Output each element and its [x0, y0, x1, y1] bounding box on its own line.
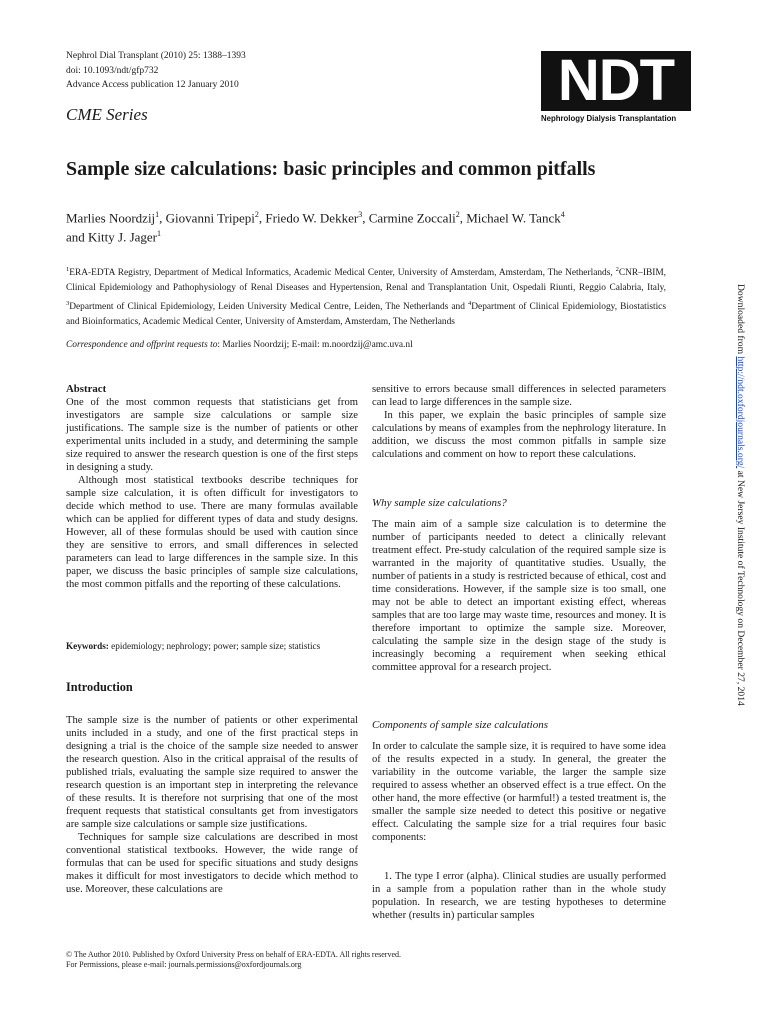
affiliations: $^1$ERA-EDTA Registry, Department of Medical Informatics, Academic Medical Center, University of Amsterdam, Amsterdam, The Netherlands, $^2$CNR–IBIM, Clinical Epidemiology and Pathophysiology of Renal Diseases and Hypertension, Renal and Transplantation Unit, Ospedali Riunti, Reggio Calabria, Italy, $^3$Department of Clinical Epidemiology, Leiden University Medical Centre, Leiden, The Netherlands and $^4$Department of Clinical Epidemiology, Biostatistics and Bioinformatics, Academic Medical Center, University of Amsterdam, Amsterdam, The Netherlands	[66, 266, 666, 328]
journal-header	[66, 49, 246, 93]
download-stamp	[735, 284, 753, 754]
logo-subtitle: Nephrology Dialysis Transplantation	[541, 114, 677, 123]
page-footer	[66, 950, 401, 970]
body-paragraph: In this paper, we explain the basic principles of sample size calculations by means of examples from the nephrology literature. In addition, we discuss the most common pitfalls in sample size calculations and comment on how to report these calculations.	[372, 410, 666, 460]
correspondence-text: : Marlies Noordzij; E-mail: m.noordzij@amc.uva.nl	[217, 340, 413, 350]
copyright-line: © The Author 2010. Published by Oxford University Press on behalf of ERA-EDTA. All rights reserved.	[66, 950, 402, 959]
author-affiliation-mark: 1	[157, 229, 161, 239]
introduction-heading-block	[66, 681, 358, 694]
components-heading-block	[372, 719, 666, 732]
abstract-paragraph: Although most statistical textbooks describe techniques for sample size calculation, it is often difficult for investigators to decide which method to use. There are many formulas available which can be applied for different types of data and study designs. However, all of these formulas should be used with caution since they are sensitive to errors, and small differences in selected parameters can lead to large differences in the sample size. In this paper, we discuss the basic principles of sample size calculations, the most common pitfalls and the reporting of these calculations.	[66, 475, 358, 590]
author-affiliation-mark: 2	[455, 210, 460, 219]
author-affiliation-mark: 2	[254, 210, 259, 219]
keywords	[66, 640, 358, 653]
abstract-paragraph: One of the most common requests that statisticians get from investigators are sample size calculations or sample size justifications. The sample size is the number of patients or other experimental units included in a study, and determining the sample size required to answer the research question is one of the first steps in designing a study.	[66, 397, 358, 473]
author-name: Marlies Noordzij	[66, 210, 156, 226]
citation-line: Nephrol Dial Transplant (2010) 25: 1388–1393	[66, 51, 246, 61]
why-section-heading-block	[372, 497, 666, 510]
author-name: Giovanni Tripepi	[165, 210, 255, 226]
journal-link[interactable]: http://ndt.oxfordjournals.org/	[735, 356, 746, 469]
section-heading-why: Why sample size calculations?	[372, 497, 507, 509]
affiliation-2: CNR–IBIM, Clinical Epidemiology and Pathophysiology of Renal Diseases and Hypertension, Renal and Transplantation Unit, Ospedali Riunti, Reggio Calabria, Italy,	[66, 268, 666, 294]
introduction-paragraph: The sample size is the number of patients or other experimental units included in a study, and one of the first practical steps in designing a trial is the choice of the sample size needed to answer the research question. Also in the critical appraisal of the results of published trials, evaluating the sample size required to answer the research question is an important step in interpreting the relevance of these results. It is therefore not surprising that one of the most frequent requests that statistical consultants get from investigators are sample size calculations or sample size justifications.	[66, 715, 358, 830]
correspondence	[66, 340, 413, 350]
author-list: Marlies Noordzij$^1$, Giovanni Tripepi$^2$, Friedo W. Dekker$^3$, Carmine Zoccali$^2$, Michael W. Tanck$^4$ and Kitty J. Jager$^1$	[66, 210, 565, 245]
abstract-section	[66, 383, 358, 591]
permissions-line: For Permissions, please e-mail: journals.permissions@oxfordjournals.org	[66, 960, 302, 969]
right-column-intro	[372, 383, 666, 461]
affiliation-4: Department of Clinical Epidemiology, Biostatistics and Bioinformatics, Academic Medical Center, University of Amsterdam, Amsterdam, The Netherlands	[66, 302, 666, 328]
ndt-logo	[539, 48, 711, 129]
affiliation-1: ERA-EDTA Registry, Department of Medical Informatics, Academic Medical Center, University of Amsterdam, Amsterdam, The Netherlands,	[69, 268, 616, 279]
abstract-heading: Abstract	[66, 383, 107, 395]
section-heading-components: Components of sample size calculations	[372, 719, 548, 731]
keywords-text: epidemiology; nephrology; power; sample size; statistics	[108, 641, 321, 651]
introduction-section	[66, 714, 358, 896]
introduction-heading: Introduction	[66, 680, 133, 694]
components-section	[372, 740, 666, 844]
affiliation-3: Department of Clinical Epidemiology, Leiden University Medical Centre, Leiden, The Netherlands and	[69, 302, 469, 313]
advance-access-line: Advance Access publication 12 January 2010	[66, 80, 239, 90]
author-affiliation-mark: 4	[560, 210, 565, 219]
why-section	[372, 518, 666, 674]
series-label: CME Series	[66, 105, 148, 124]
body-paragraph: The main aim of a sample size calculation is to determine the number of participants needed to detect a clinically relevant treatment effect. Pre-study calculation of the required sample size is warranted in the majority of quantitative studies. Usually, the number of patients in a study is restricted because of ethical, cost and time considerations. However, if the sample size is too small, one may not be able to detect an important existing effect, whereas samples that are too large may waste time, resources and money. It is therefore important to optimize the sample size. Moreover, calculating the sample size in the design stage of the study is increasingly becoming a requirement when seeking ethical committee approval for a research project.	[372, 519, 666, 673]
download-stamp-text: Downloaded from http://ndt.oxfordjournals.org/ at New Jersey Institute of Technology on December 27, 2014	[735, 284, 746, 706]
correspondence-label: Correspondence and offprint requests to	[66, 340, 218, 350]
author-name: Carmine Zoccali	[368, 210, 456, 226]
author-name: Friedo W. Dekker	[265, 210, 359, 226]
body-paragraph: sensitive to errors because small differences in selected parameters can lead to large differences in the sample size.	[372, 384, 666, 408]
author-affiliation-mark: 1	[155, 210, 160, 219]
article-title: Sample size calculations: basic principles and common pitfalls	[66, 158, 596, 180]
body-paragraph: 1. The type I error (alpha). Clinical studies are usually performed in a sample from a population rather than in the whole study population. In research, we are testing hypotheses to determine whether (results in) particular samples	[372, 871, 666, 921]
logo-mark: NDT	[541, 51, 691, 111]
author-affiliation-mark: 3	[358, 210, 363, 219]
author-name: Michael W. Tanck	[466, 210, 561, 226]
keywords-label: Keywords:	[66, 641, 109, 651]
author-name: Kitty J. Jager	[88, 229, 157, 245]
type-one-error-section	[372, 870, 666, 922]
doi-line: doi: 10.1093/ndt/gfp732	[66, 65, 159, 76]
body-paragraph: In order to calculate the sample size, it is required to have some idea of the results expected in a study. In general, the greater the variability in the outcome variable, the larger the sample size required to assess whether an observed effect is a true effect. On the other hand, the more effective (or harmful!) a tested treatment is, the smaller the sample size needed to detect this positive or negative effect. Calculating the sample size for a trial requires four basic components:	[372, 741, 666, 843]
introduction-paragraph: Techniques for sample size calculations are described in most conventional statistical textbooks. However, the wide range of formulas that can be used for specific situations and study designs makes it difficult for most investigators to decide which method to use. Moreover, these calculations are	[66, 832, 358, 895]
